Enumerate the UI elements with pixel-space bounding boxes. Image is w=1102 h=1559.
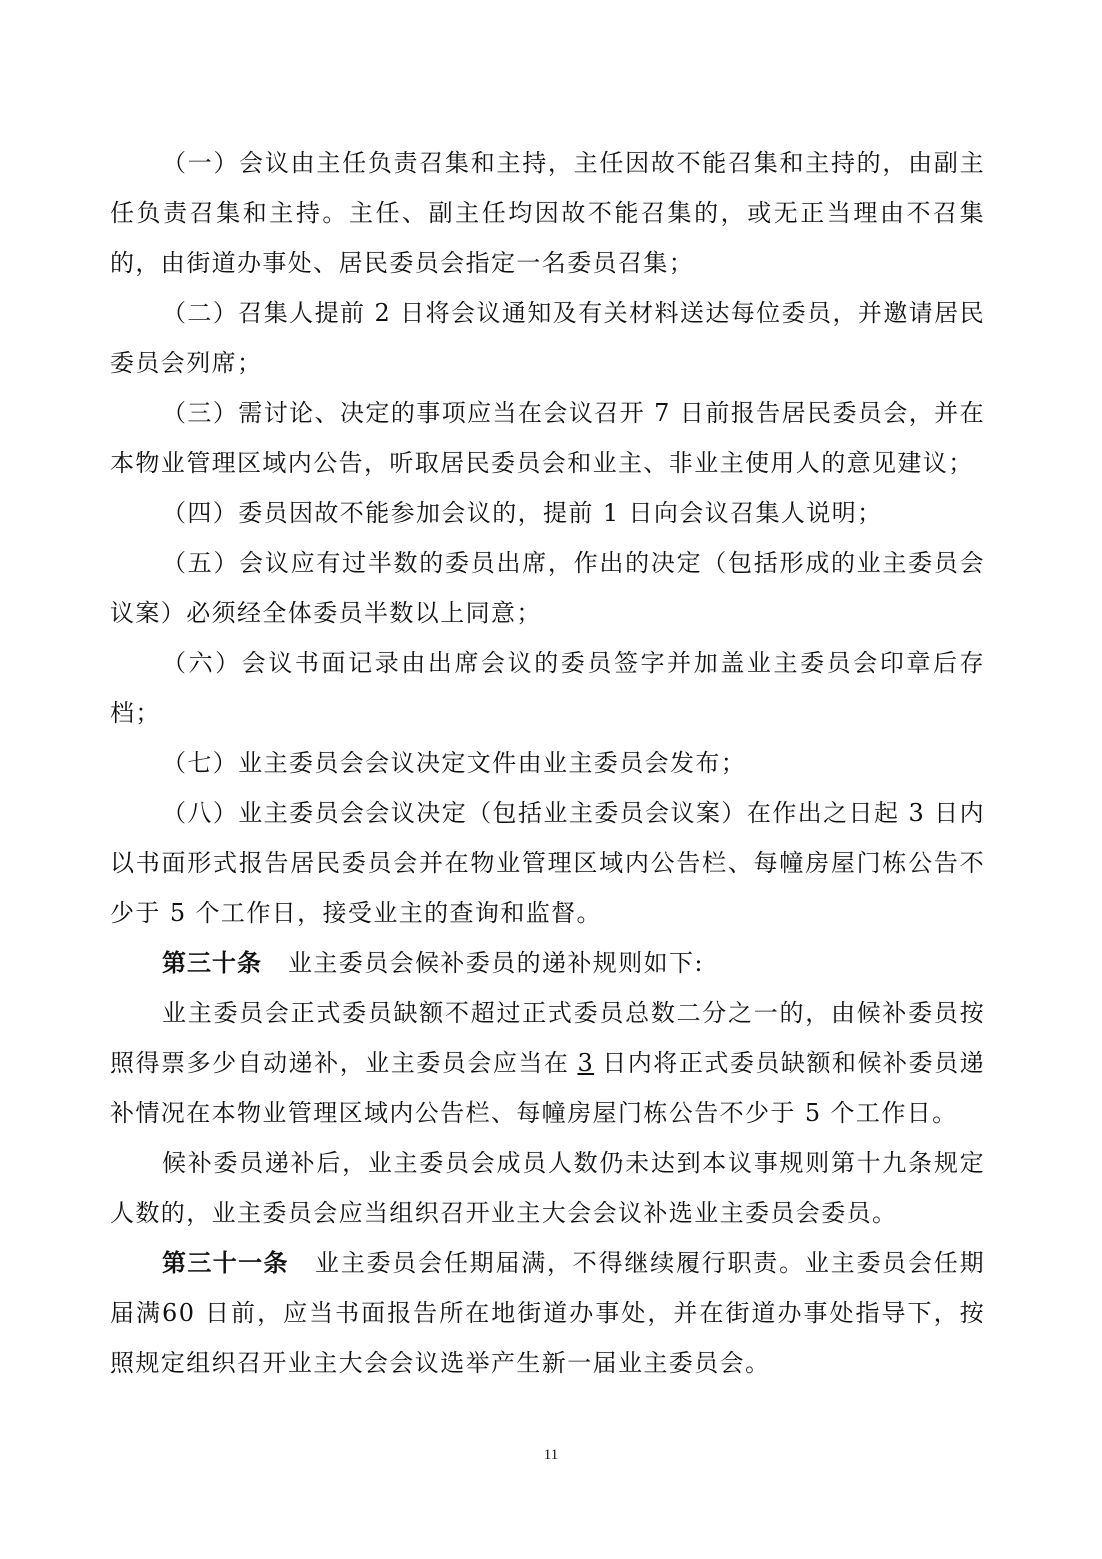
article-31: [110, 1238, 985, 1388]
article-30-p1-after: 日内将正式委员缺额和候补委员递补情况在本物业管理区域内公告栏、每幢房屋门栋公告不少于 5 个工作日。: [110, 1049, 985, 1127]
clause-4: （四）委员因故不能参加会议的，提前 1 日向会议召集人说明；: [162, 499, 883, 527]
clause-8: （八）业主委员会会议决定（包括业主委员会议案）在作出之日起 3 日内以书面形式报告居民委员会并在物业管理区域内公告栏、每幢房屋门栋公告不少于 5 个工作日，接受业主的查询和监督。: [110, 799, 985, 927]
article-30-heading: [110, 938, 985, 988]
article-30-paragraph-2: 候补委员递补后，业主委员会成员人数仍未达到本议事规则第十九条规定人数的，业主委员会应当组织召开业主大会会议补选业主委员会委员。: [110, 1149, 985, 1227]
clause-5: （五）会议应有过半数的委员出席，作出的决定（包括形成的业主委员会议案）必须经全体委员半数以上同意；: [110, 549, 985, 627]
article-30-intro: 业主委员会候补委员的递补规则如下:: [288, 949, 704, 977]
clause-2: （二）召集人提前 2 日将会议通知及有关材料送达每位委员，并邀请居民委员会列席；: [110, 299, 985, 377]
article-30-paragraph-1: [110, 988, 985, 1138]
clause-6: （六）会议书面记录由出席会议的委员签字并加盖业主委员会印章后存档；: [110, 649, 985, 727]
article-30-days-blank: 3: [577, 1049, 595, 1077]
clause-7: （七）业主委员会会议决定文件由业主委员会发布；: [162, 749, 747, 777]
article-31-title: 第三十一条: [162, 1249, 289, 1277]
clause-1: （一）会议由主任负责召集和主持，主任因故不能召集和主持的，由副主任负责召集和主持。主任、副主任均因故不能召集的，或无正当理由不召集的，由街道办事处、居民委员会指定一名委员召集；: [110, 149, 985, 277]
article-30-p1-before: 业主委员会正式委员缺额不超过正式委员总数二分之一的，由候补委员按照得票多少自动递补，业主委员会应当在: [110, 999, 985, 1077]
clause-3: （三）需讨论、决定的事项应当在会议召开 7 日前报告居民委员会，并在本物业管理区域内公告，听取居民委员会和业主、非业主使用人的意见建议；: [110, 399, 985, 477]
article-30-title: 第三十条: [162, 949, 262, 977]
document-body: [110, 138, 985, 1388]
page-number: 11: [543, 1447, 559, 1463]
article-31-text: 业主委员会任期届满，不得继续履行职责。业主委员会任期届满60 日前，应当书面报告所在地街道办事处，并在街道办事处指导下，按照规定组织召开业主大会会议选举产生新一届业主委员会。: [110, 1249, 985, 1377]
